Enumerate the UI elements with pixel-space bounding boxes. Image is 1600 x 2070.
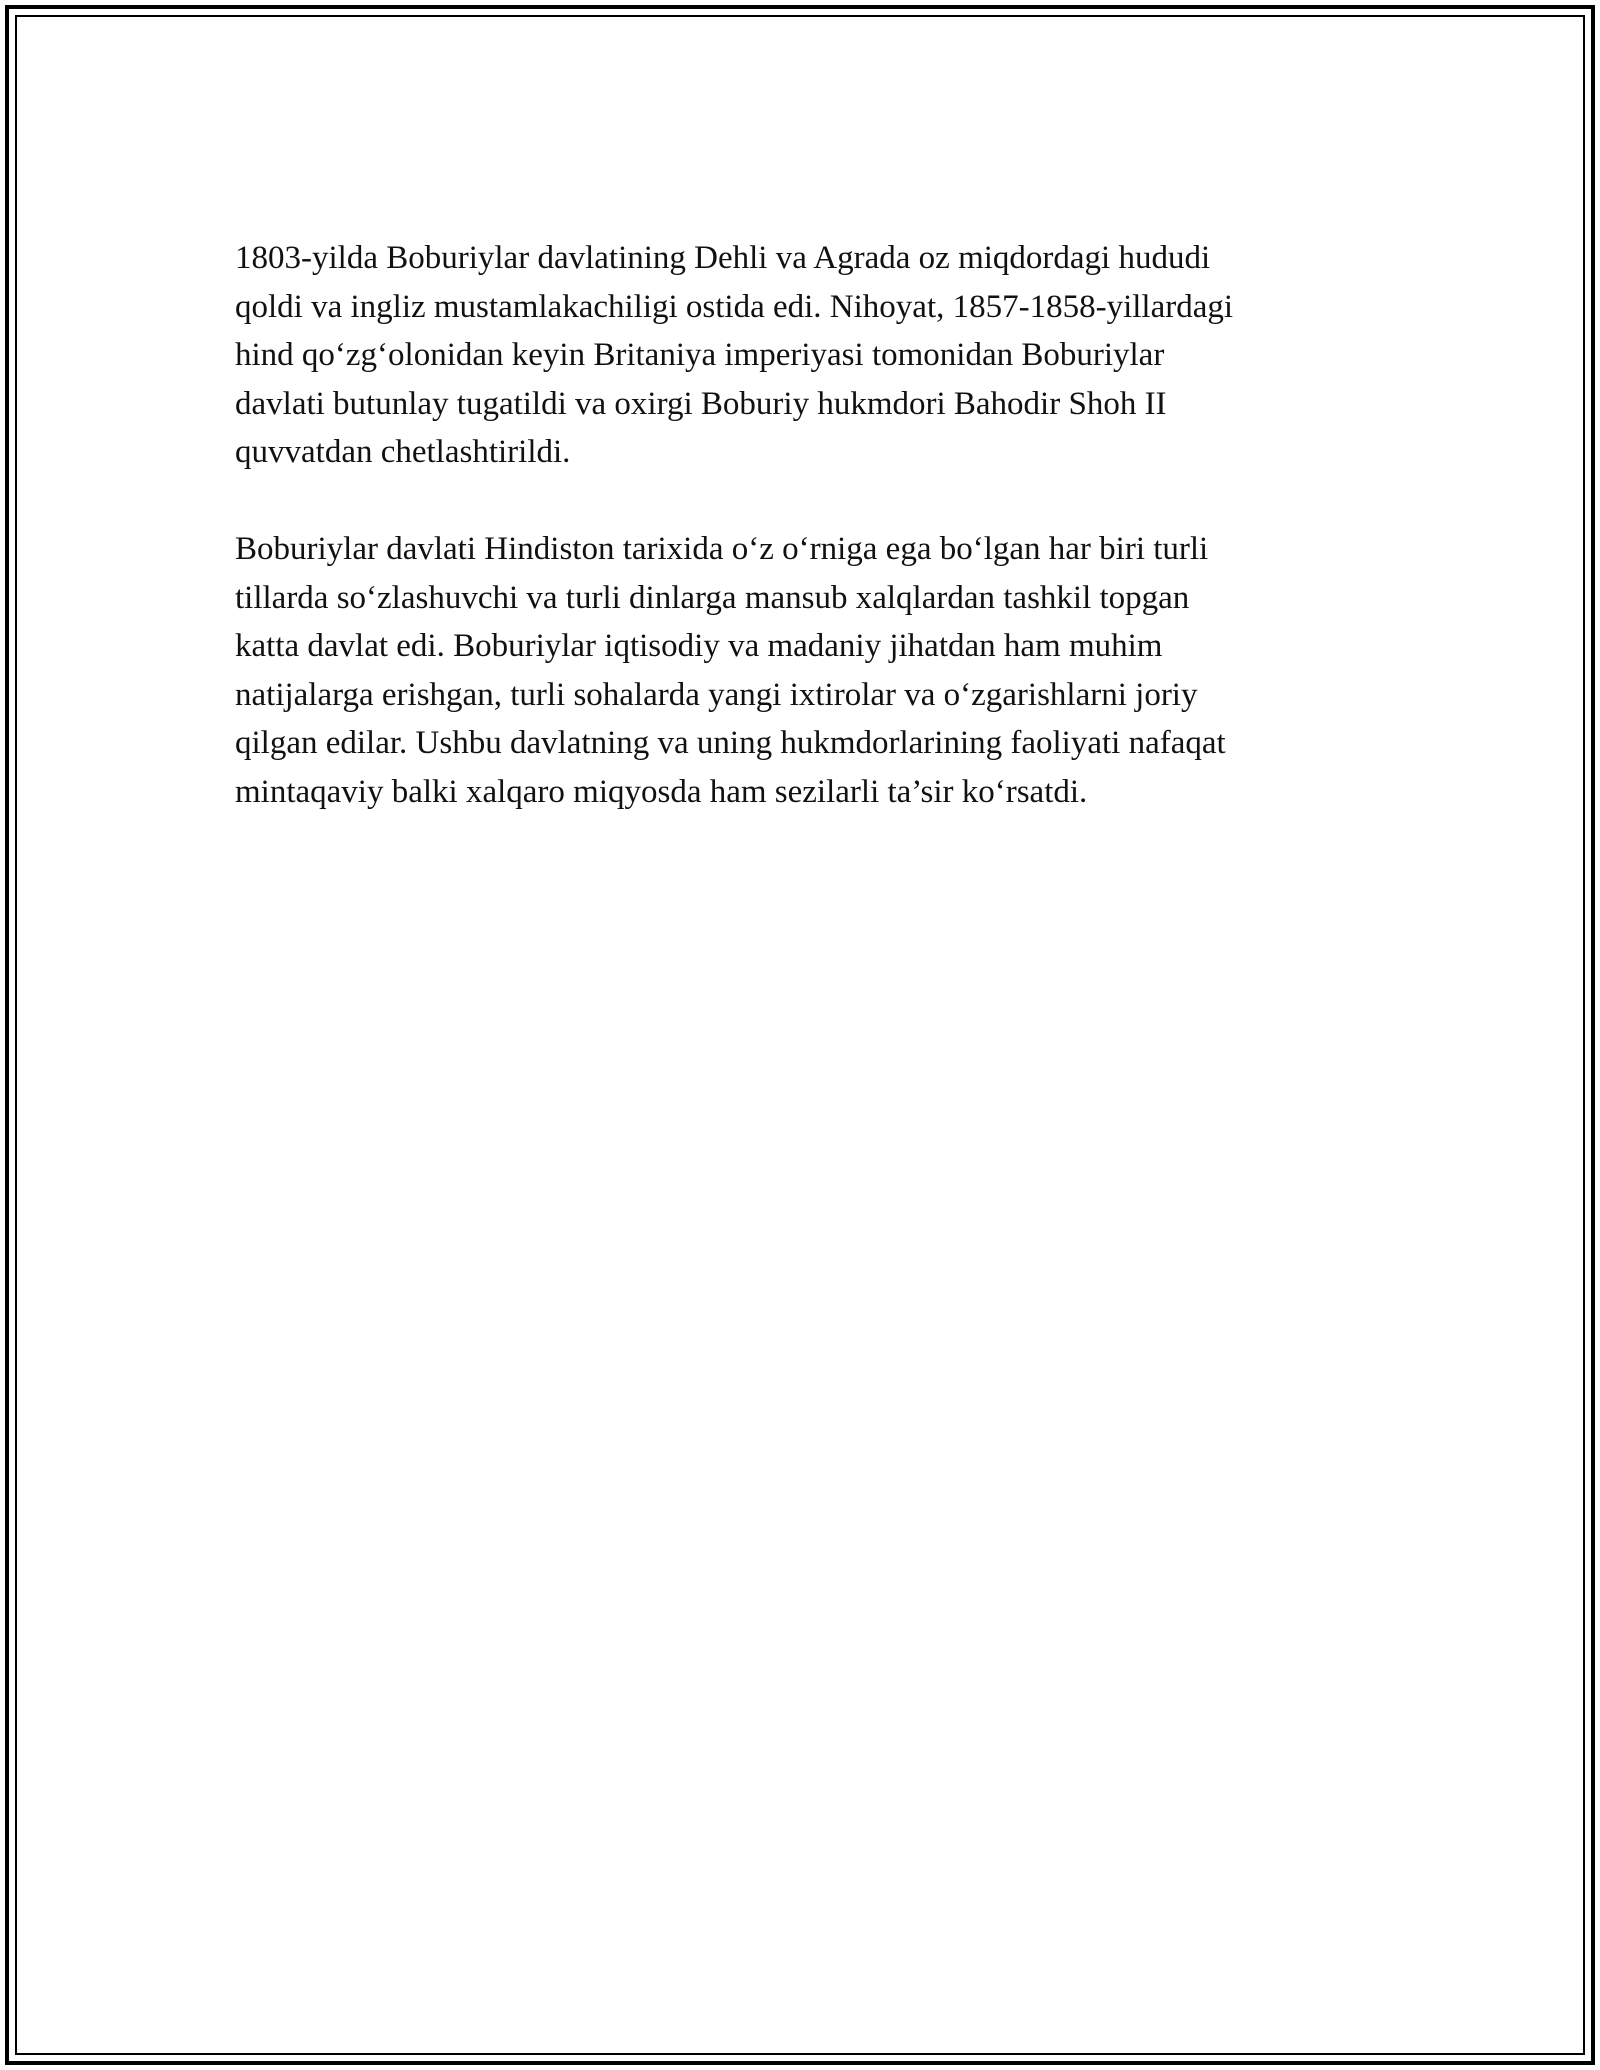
paragraph-line: quvvatdan chetlashtirildi. (235, 434, 571, 470)
paragraph-line: tillarda so‘zlashuvchi va turli dinlarga mansub xalqlardan tashkil topgan (235, 579, 1190, 616)
paragraph-line: Boburiylar davlati Hindiston tarixida o‘z o‘rniga ega bo‘lgan har biri turli (235, 531, 1209, 567)
paragraph-line: 1803-yilda Boburiylar davlatining Dehli va Agrada oz miqdordagi hududi (235, 240, 1211, 276)
paragraph-line: natijalarga erishgan, turli sohalarda yangi ixtirolar va o‘zgarishlarni joriy (235, 676, 1198, 713)
paragraph-1 (235, 234, 1365, 477)
paragraph-line: katta davlat edi. Boburiylar iqtisodiy va madaniy jihatdan ham muhim (235, 628, 1163, 664)
paragraph-line: qilgan edilar. Ushbu davlatning va uning hukmdorlarining faoliyati nafaqat (235, 725, 1226, 761)
paragraph-line: hind qo‘zg‘olonidan keyin Britaniya imperiyasi tomonidan Boburiylar (235, 337, 1165, 373)
paragraph-line: qoldi va ingliz mustamlakachiligi ostida edi. Nihoyat, 1857-1858-yillardagi (235, 288, 1234, 325)
document-body (235, 234, 1365, 865)
paragraph-line: davlati butunlay tugatildi va oxirgi Boburiy hukmdori Bahodir Shoh II (235, 385, 1167, 422)
paragraph-line: mintaqaviy balki xalqaro miqyosda ham sezilarli ta’sir ko‘rsatdi. (235, 773, 1088, 810)
paragraph-2 (235, 525, 1365, 816)
